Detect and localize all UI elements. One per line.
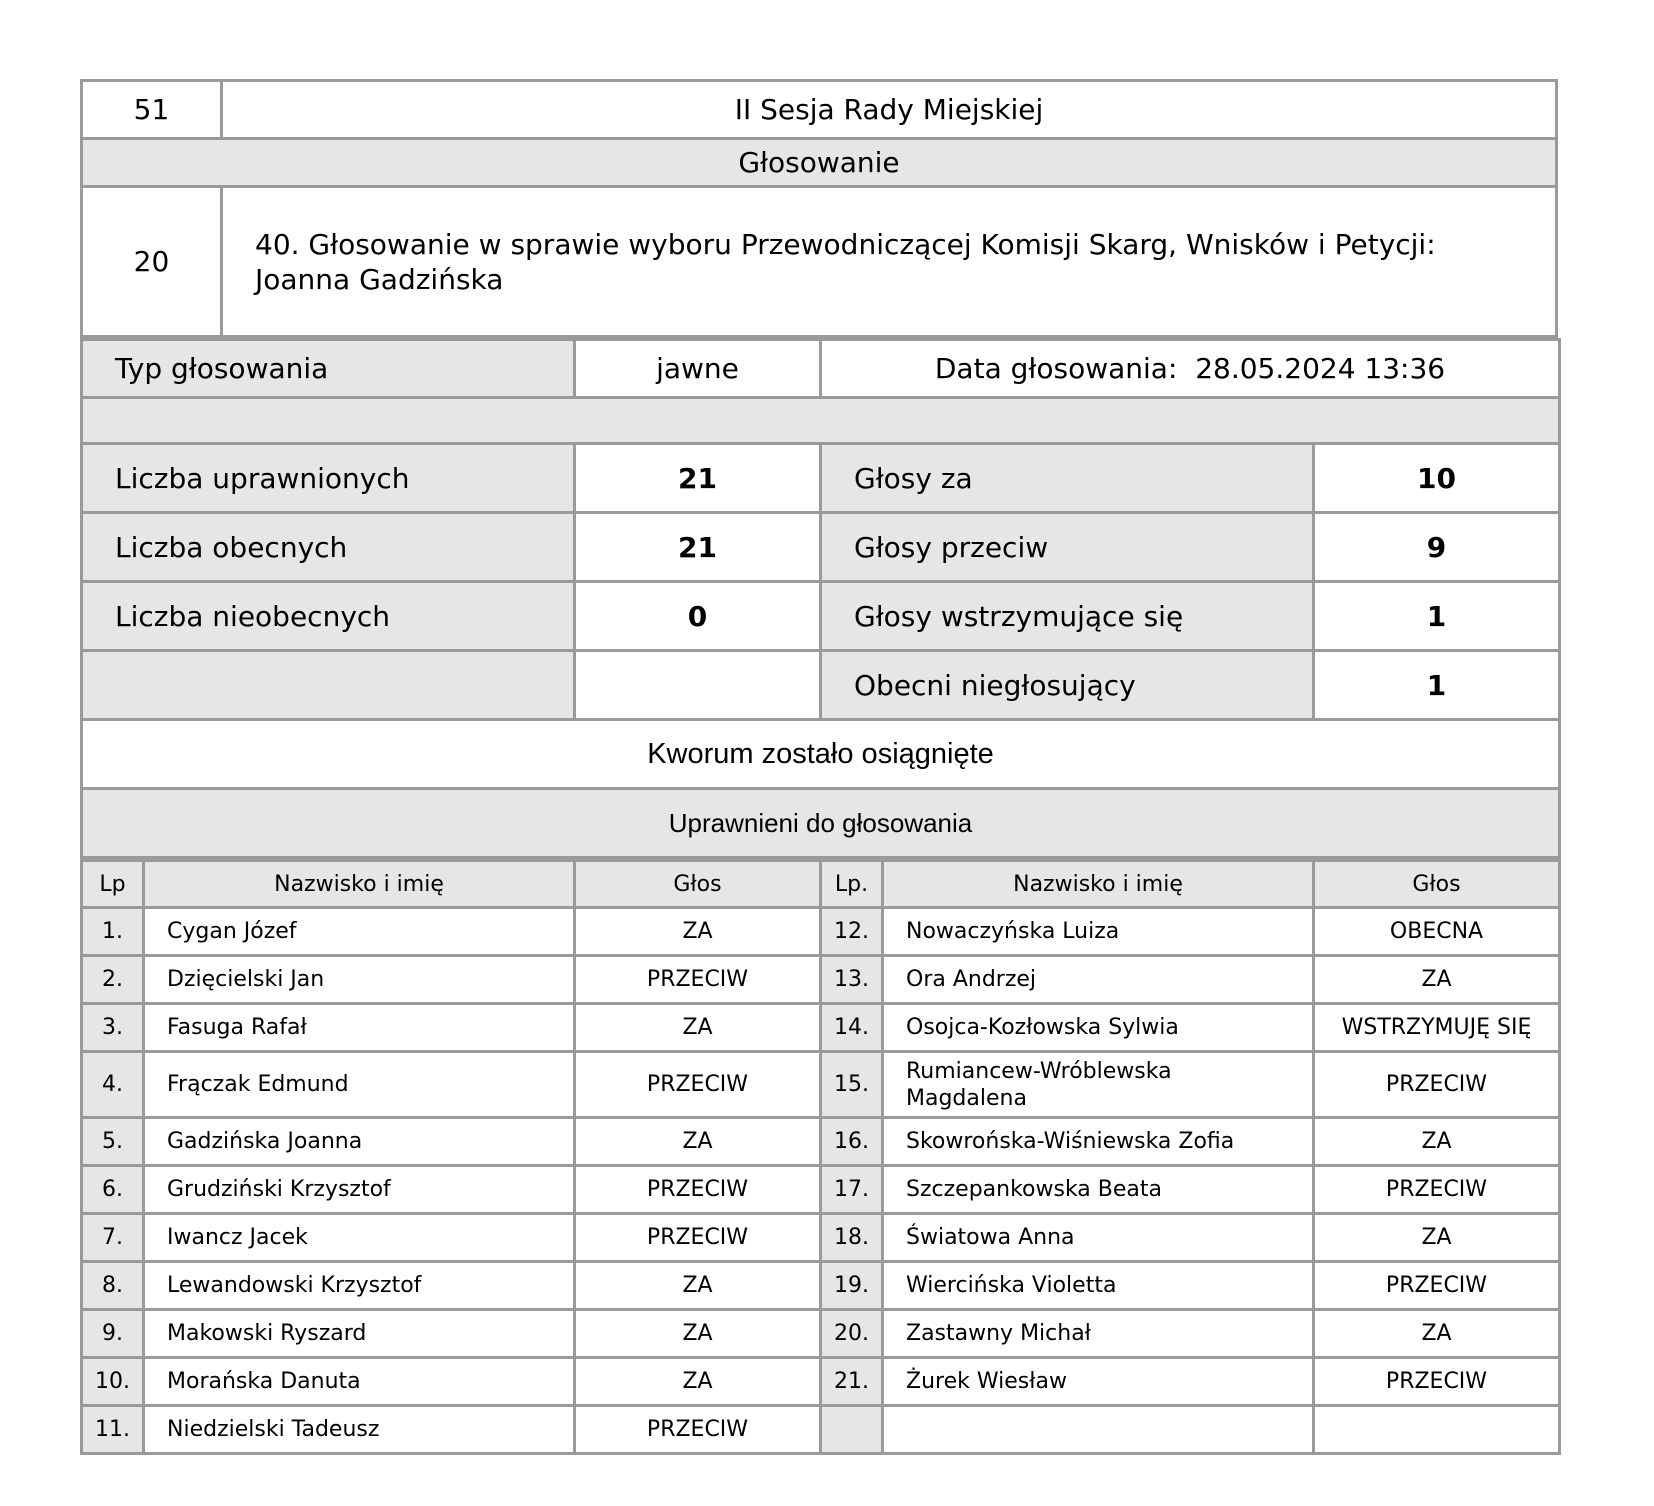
vote-cell: ZA (575, 1310, 821, 1358)
col-lp: Lp. (821, 861, 883, 908)
section-title: Głosowanie (82, 139, 1557, 187)
vote-cell: ZA (575, 1358, 821, 1406)
stat-value: 1 (1314, 582, 1560, 651)
stat-value: 21 (575, 513, 821, 582)
lp-cell: 11. (82, 1406, 144, 1454)
vote-cell: PRZECIW (575, 1214, 821, 1262)
lp-cell: 12. (821, 908, 883, 956)
vote-cell (1314, 1406, 1560, 1454)
lp-cell: 20. (821, 1310, 883, 1358)
vote-cell: PRZECIW (1314, 1262, 1560, 1310)
table-row (82, 1166, 1560, 1214)
table-row (82, 1004, 1560, 1052)
quorum-status: Kworum zostało osiągnięte (82, 720, 1560, 789)
stat-label: Głosy za (821, 444, 1314, 513)
header-table (80, 79, 1558, 338)
table-row (82, 1406, 1560, 1454)
item-number: 20 (82, 187, 222, 337)
name-cell: Nowaczyńska Luiza (883, 908, 1314, 956)
stats-table (80, 338, 1561, 859)
name-cell: Wiercińska Violetta (883, 1262, 1314, 1310)
name-cell (883, 1406, 1314, 1454)
stat-value: 10 (1314, 444, 1560, 513)
name-cell: Frączak Edmund (144, 1052, 575, 1118)
spacer-row (82, 398, 1560, 444)
table-row (82, 1214, 1560, 1262)
vote-type-label: Typ głosowania (82, 340, 575, 398)
voters-table (80, 859, 1561, 1455)
lp-cell: 15. (821, 1052, 883, 1118)
lp-cell: 18. (821, 1214, 883, 1262)
vote-cell: ZA (1314, 1118, 1560, 1166)
vote-cell: PRZECIW (575, 1052, 821, 1118)
col-name: Nazwisko i imię (883, 861, 1314, 908)
stat-label: Liczba uprawnionych (82, 444, 575, 513)
col-vote: Głos (1314, 861, 1560, 908)
stat-label: Obecni niegłosujący (821, 651, 1314, 720)
name-cell: Szczepankowska Beata (883, 1166, 1314, 1214)
name-cell: Ora Andrzej (883, 956, 1314, 1004)
stat-value: 1 (1314, 651, 1560, 720)
stat-value (575, 651, 821, 720)
vote-date-label: Data głosowania: (934, 352, 1178, 385)
vote-cell: ZA (1314, 956, 1560, 1004)
table-row (82, 908, 1560, 956)
name-cell: Rumiancew-Wróblewska Magdalena (883, 1052, 1314, 1118)
name-cell: Grudziński Krzysztof (144, 1166, 575, 1214)
name-cell: Zastawny Michał (883, 1310, 1314, 1358)
lp-cell: 4. (82, 1052, 144, 1118)
vote-cell: ZA (575, 1118, 821, 1166)
lp-cell: 10. (82, 1358, 144, 1406)
lp-cell: 7. (82, 1214, 144, 1262)
vote-cell: PRZECIW (1314, 1052, 1560, 1118)
lp-cell: 14. (821, 1004, 883, 1052)
lp-cell: 5. (82, 1118, 144, 1166)
item-text: 40. Głosowanie w sprawie wyboru Przewodniczącej Komisji Skarg, Wnisków i Petycji: Joanna Gadzińska (222, 187, 1557, 337)
lp-cell: 13. (821, 956, 883, 1004)
name-cell: Cygan Józef (144, 908, 575, 956)
table-row (82, 1358, 1560, 1406)
stat-label: Głosy przeciw (821, 513, 1314, 582)
vote-cell: ZA (1314, 1310, 1560, 1358)
lp-cell: 3. (82, 1004, 144, 1052)
stat-label: Głosy wstrzymujące się (821, 582, 1314, 651)
name-cell: Żurek Wiesław (883, 1358, 1314, 1406)
vote-cell: PRZECIW (1314, 1358, 1560, 1406)
vote-cell: PRZECIW (575, 1406, 821, 1454)
lp-cell (821, 1406, 883, 1454)
lp-cell: 2. (82, 956, 144, 1004)
vote-cell: PRZECIW (575, 1166, 821, 1214)
vote-date-value: 28.05.2024 13:36 (1195, 352, 1446, 385)
stat-value: 21 (575, 444, 821, 513)
name-cell: Makowski Ryszard (144, 1310, 575, 1358)
vote-cell: WSTRZYMUJĘ SIĘ (1314, 1004, 1560, 1052)
col-name: Nazwisko i imię (144, 861, 575, 908)
table-row (82, 956, 1560, 1004)
voting-report (80, 79, 1558, 1455)
stat-label (82, 651, 575, 720)
vote-type-value: jawne (575, 340, 821, 398)
voters-title: Uprawnieni do głosowania (82, 789, 1560, 858)
stat-value: 0 (575, 582, 821, 651)
name-cell: Dzięcielski Jan (144, 956, 575, 1004)
vote-cell: ZA (575, 908, 821, 956)
stat-label: Liczba nieobecnych (82, 582, 575, 651)
name-cell: Gadzińska Joanna (144, 1118, 575, 1166)
name-cell: Iwancz Jacek (144, 1214, 575, 1262)
name-cell: Osojca-Kozłowska Sylwia (883, 1004, 1314, 1052)
vote-cell: ZA (1314, 1214, 1560, 1262)
name-cell: Lewandowski Krzysztof (144, 1262, 575, 1310)
lp-cell: 21. (821, 1358, 883, 1406)
lp-cell: 8. (82, 1262, 144, 1310)
vote-cell: ZA (575, 1004, 821, 1052)
lp-cell: 1. (82, 908, 144, 956)
stat-value: 9 (1314, 513, 1560, 582)
lp-cell: 6. (82, 1166, 144, 1214)
table-row (82, 1262, 1560, 1310)
name-cell: Skowrońska-Wiśniewska Zofia (883, 1118, 1314, 1166)
lp-cell: 16. (821, 1118, 883, 1166)
lp-cell: 19. (821, 1262, 883, 1310)
name-cell: Niedzielski Tadeusz (144, 1406, 575, 1454)
table-row (82, 1052, 1560, 1118)
col-vote: Głos (575, 861, 821, 908)
vote-cell: PRZECIW (1314, 1166, 1560, 1214)
vote-cell: PRZECIW (575, 956, 821, 1004)
vote-date (821, 340, 1560, 398)
session-number: 51 (82, 81, 222, 139)
lp-cell: 9. (82, 1310, 144, 1358)
name-cell: Morańska Danuta (144, 1358, 575, 1406)
stat-label: Liczba obecnych (82, 513, 575, 582)
table-row (82, 1118, 1560, 1166)
table-row (82, 1310, 1560, 1358)
vote-cell: ZA (575, 1262, 821, 1310)
lp-cell: 17. (821, 1166, 883, 1214)
name-cell: Światowa Anna (883, 1214, 1314, 1262)
vote-cell: OBECNA (1314, 908, 1560, 956)
col-lp: Lp (82, 861, 144, 908)
session-title: II Sesja Rady Miejskiej (222, 81, 1557, 139)
name-cell: Fasuga Rafał (144, 1004, 575, 1052)
